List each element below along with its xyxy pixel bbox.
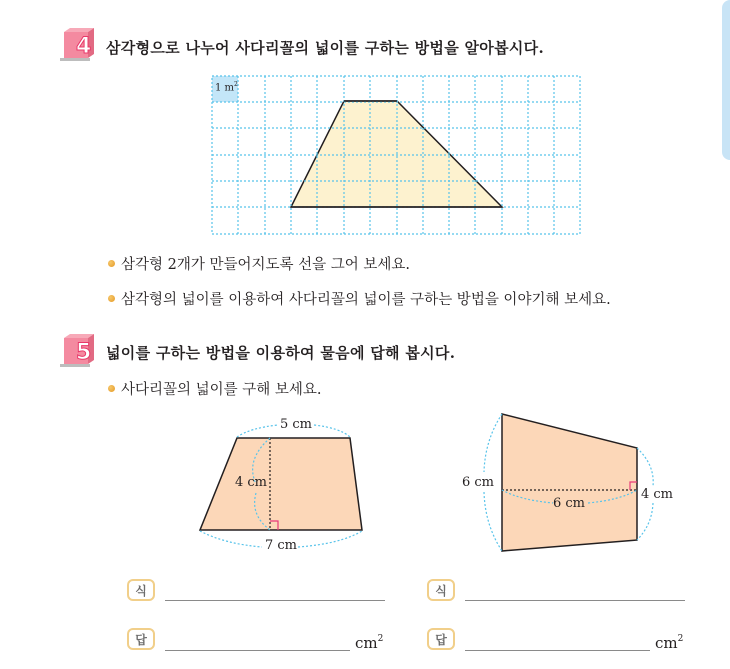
dimension-label-top: 5 cm (280, 417, 313, 432)
answer-label: 답 (427, 628, 455, 650)
question-5-title: 넓이를 구하는 방법을 이용하여 물음에 답해 봅시다. (106, 344, 456, 362)
bullet-item: 삼각형 2개가 만들어지도록 선을 그어 보세요. (108, 253, 410, 274)
question-number-badge-5 (60, 334, 96, 368)
answer-unit: $cm^2$ (655, 634, 684, 652)
dimension-label-height: 6 cm (553, 496, 586, 511)
formula-input-line[interactable] (465, 600, 685, 601)
unit-square-label: 1 $m^2$ (215, 81, 238, 94)
answer-input-line[interactable] (165, 650, 350, 651)
svg-text:4: 4 (76, 34, 92, 59)
question-number-badge-4 (60, 28, 96, 62)
bullet-item: 사다리꼴의 넓이를 구해 보세요. (108, 378, 322, 399)
grid-figure (205, 70, 585, 240)
dimension-label-left: 6 cm (462, 475, 495, 490)
bullet-dot-icon (108, 295, 115, 302)
answer-unit: $cm^2$ (355, 634, 384, 652)
answer-label: 답 (127, 628, 155, 650)
dimension-label-right: 4 cm (641, 487, 674, 502)
bullet-dot-icon (108, 260, 115, 267)
formula-label: 식 (127, 579, 155, 601)
question-4-title: 삼각형으로 나누어 사다리꼴의 넓이를 구하는 방법을 알아봅시다. (106, 39, 544, 57)
bullet-dot-icon (108, 385, 115, 392)
dimension-label-height: 4 cm (235, 475, 268, 490)
answer-input-line[interactable] (465, 650, 650, 651)
formula-input-line[interactable] (165, 600, 385, 601)
svg-text:5: 5 (76, 340, 92, 365)
formula-label: 식 (427, 579, 455, 601)
side-tab[interactable] (722, 0, 730, 160)
bullet-item: 삼각형의 넓이를 이용하여 사다리꼴의 넓이를 구하는 방법을 이야기해 보세요. (108, 288, 611, 309)
dimension-label-bottom: 7 cm (265, 538, 298, 553)
